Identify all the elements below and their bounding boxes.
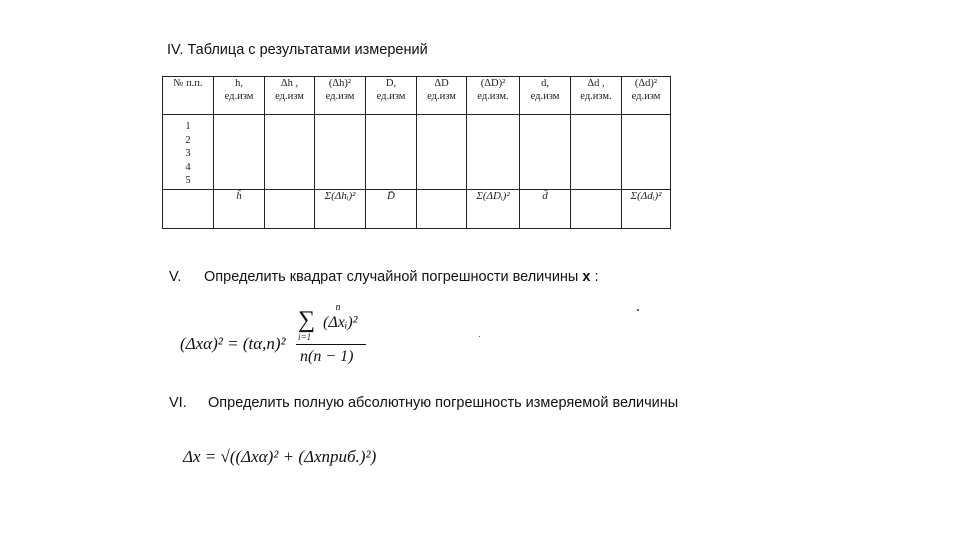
summary-cell-empty	[417, 190, 467, 229]
formula-1-sum-sign: ∑	[298, 307, 316, 333]
summary-cell-empty	[265, 190, 315, 229]
header-cell-dd: Δd , ед.изм.	[571, 77, 622, 115]
formula-random-error	[180, 302, 370, 374]
formula-total-error: Δx = √((Δxα)² + (Δxприб.)²)	[183, 447, 377, 466]
row-number: 3	[185, 148, 191, 159]
summary-sum-dh: Σ(Δhᵢ)²	[315, 190, 366, 229]
row-number: 5	[185, 175, 191, 186]
formula-1-sum-bottom: i=1	[298, 332, 312, 342]
section-6-text: Определить полную абсолютную погрешность измеряемой величины	[208, 395, 679, 411]
header-cell-index: № п.п.	[163, 77, 214, 115]
header-cell-dd-squared: (Δd)² ед.изм	[622, 77, 671, 115]
data-cell	[265, 115, 315, 190]
stray-dot	[479, 336, 480, 337]
row-numbers-cell	[163, 115, 214, 190]
header-cell-dh-squared: (Δh)² ед.изм	[315, 77, 366, 115]
summary-d-mean: d̄	[520, 190, 571, 229]
row-number: 1	[185, 121, 191, 132]
row-number: 4	[185, 161, 191, 173]
row-number: 2	[185, 134, 191, 146]
section-4-title: IV. Таблица с результатами измерений	[167, 42, 428, 58]
section-5-text: Определить квадрат случайной погрешности величины x :	[204, 269, 599, 285]
data-cell	[520, 115, 571, 190]
data-cell	[417, 115, 467, 190]
data-cell	[467, 115, 520, 190]
summary-D-mean: D̄	[366, 190, 417, 229]
header-cell-d: d, ед.изм	[520, 77, 571, 115]
header-cell-dh: Δh , ед.изм	[265, 77, 315, 115]
formula-1-numerator: (Δxᵢ)²	[323, 314, 358, 331]
summary-sum-dD: Σ(ΔDᵢ)²	[467, 190, 520, 229]
data-cell	[622, 115, 671, 190]
data-cell	[214, 115, 265, 190]
data-cell	[366, 115, 417, 190]
variable-x: x	[582, 269, 591, 285]
data-cell	[571, 115, 622, 190]
fraction-bar	[296, 344, 366, 345]
data-cell	[315, 115, 366, 190]
table-header-row	[163, 77, 671, 115]
header-cell-dD-squared: (ΔD)² ед.изм.	[467, 77, 520, 115]
summary-cell-empty	[163, 190, 214, 229]
stray-dot	[637, 309, 639, 311]
formula-1-denominator: n(n − 1)	[300, 348, 354, 365]
section-5-numeral: V.	[169, 269, 182, 285]
summary-h-mean: h̄	[214, 190, 265, 229]
summary-cell-empty	[571, 190, 622, 229]
section-6-numeral: VI.	[169, 395, 187, 411]
summary-sum-dd: Σ(Δdᵢ)²	[622, 190, 671, 229]
header-cell-D: D, ед.изм	[366, 77, 417, 115]
formula-1-lhs: (Δxα)² = (tα,n)²	[180, 334, 286, 353]
formula-1-sum-top: n	[335, 302, 341, 313]
header-cell-h: h, ед.изм	[214, 77, 265, 115]
table-data-rows	[163, 115, 671, 190]
table-summary-row	[163, 190, 671, 229]
results-table	[162, 76, 671, 229]
header-cell-dD: ΔD ед.изм	[417, 77, 467, 115]
